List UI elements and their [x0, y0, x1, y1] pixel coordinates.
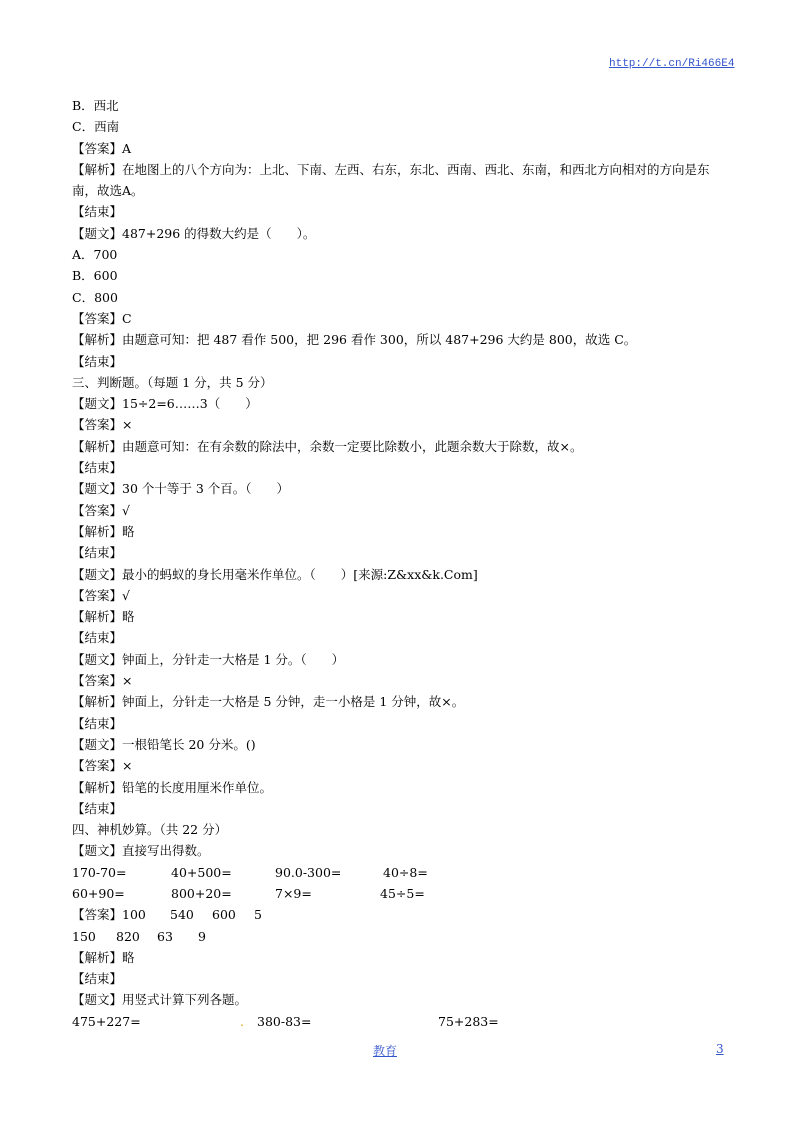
calc-item: 170-70= [72, 864, 127, 880]
calc-item: 75+283= [438, 1013, 499, 1029]
document-body [72, 95, 732, 1032]
text-line: 【题文】一根铅笔长 20 分米。() [72, 736, 256, 752]
text-line: 【解析】略 [72, 523, 135, 539]
answer-row [72, 926, 732, 947]
text-line: 【答案】× [72, 417, 133, 433]
text-line: 【答案】A [72, 140, 132, 156]
calc-item: 475+227= [72, 1013, 141, 1029]
section-heading: 三、判断题。（每题 1 分，共 5 分） [72, 374, 273, 390]
answer-item: 540 [170, 907, 194, 923]
text-line: 【解析】略 [72, 609, 135, 625]
calc-item: 380-83= [257, 1013, 312, 1029]
text-line: B．600 [72, 268, 118, 284]
calc-row [72, 862, 732, 883]
text-line: 【结束】 [72, 353, 123, 369]
answer-item: 9 [198, 928, 206, 944]
text-line: B．西北 [72, 98, 119, 113]
text-line: 【结束】 [72, 800, 123, 816]
text-line: 【结束】 [72, 460, 123, 476]
text-line: 【题文】直接写出得数。 [72, 843, 210, 859]
calc-item: 90.0-300= [275, 864, 342, 880]
text-line: 【题文】用竖式计算下列各题。 [72, 992, 248, 1008]
calc-item: 45÷5= [380, 885, 425, 901]
text-line: 【解析】略 [72, 949, 135, 965]
calc-row [72, 883, 732, 904]
text-line: 【题文】钟面上，分针走一大格是 1 分。（ ） [72, 651, 345, 667]
calc-item: 60+90= [72, 885, 125, 901]
answer-item: 150 [72, 928, 96, 944]
text-line: C．800 [72, 289, 118, 305]
text-line: 【题文】30 个十等于 3 个百。（ ） [72, 481, 290, 497]
answer-item: 5 [254, 907, 262, 923]
answer-item: 【答案】100 [72, 907, 146, 923]
text-line: 【题文】15÷2=6……3（ ） [72, 396, 258, 412]
text-line: 【结束】 [72, 204, 123, 220]
page-number-link[interactable]: 3 [716, 1042, 724, 1056]
answer-row [72, 904, 732, 925]
text-line: 【结束】 [72, 715, 123, 731]
calc-item: 40÷8= [383, 864, 428, 880]
text-line: 【答案】√ [72, 587, 130, 603]
text-line: 【结束】 [72, 971, 123, 987]
decorative-dot: . [240, 1013, 244, 1029]
answer-item: 820 [116, 928, 140, 944]
text-line: 【解析】由题意可知：在有余数的除法中，余数一定要比除数小，此题余数大于除数，故×。 [72, 438, 583, 454]
text-line: 【答案】× [72, 758, 133, 774]
text-line: 【题文】最小的蚂蚁的身长用毫米作单位。（ ）[来源:Z&xx&k.Com] [72, 566, 478, 582]
calc-item: 800+20= [171, 885, 232, 901]
footer-center-link[interactable]: 教育 [373, 1044, 398, 1058]
answer-item: 600 [212, 907, 236, 923]
text-line: 【解析】钟面上，分针走一大格是 5 分钟，走一小格是 1 分钟，故×。 [72, 694, 465, 710]
answer-item: 63 [157, 928, 173, 944]
text-line: A．700 [72, 247, 118, 263]
text-line: 【答案】√ [72, 502, 130, 518]
text-line: 【答案】× [72, 673, 133, 689]
text-line: 【题文】487+296 的得数大约是（ ）。 [72, 225, 316, 241]
calc-item: 40+500= [171, 864, 232, 880]
calc-item: 7×9= [275, 885, 312, 901]
text-line: 【解析】在地图上的八个方向为：上北、下南、左西、右东，东北、西南、西北、东南，和西北方向相对的方向是东南，故选A。 [72, 161, 710, 199]
text-line: 【答案】C [72, 310, 132, 326]
calc-row [72, 1011, 732, 1032]
text-line: C．西南 [72, 119, 120, 135]
text-line: 【结束】 [72, 630, 123, 646]
header-url-link[interactable]: http://t.cn/Ri466E4 [609, 58, 735, 70]
text-line: 【解析】由题意可知：把 487 看作 500，把 296 看作 300，所以 487+296 大约是 800，故选 C。 [72, 332, 637, 348]
text-line: 【解析】铅笔的长度用厘米作单位。 [72, 779, 273, 795]
section-heading: 四、神机妙算。（共 22 分） [72, 822, 228, 838]
text-line: 【结束】 [72, 545, 123, 561]
